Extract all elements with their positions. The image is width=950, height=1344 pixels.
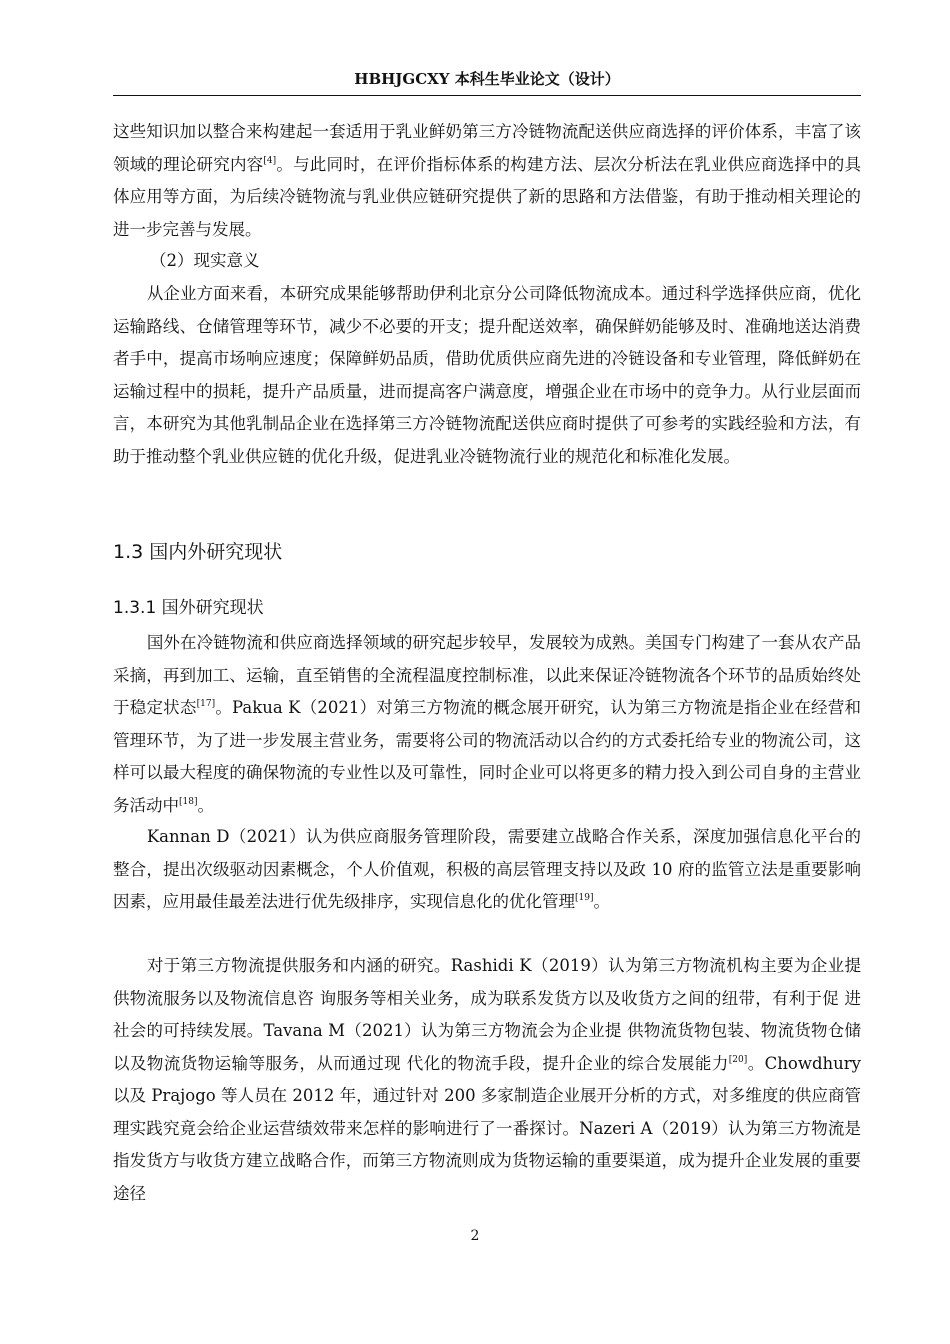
citation-ref: [19] [575,893,594,903]
paragraph-foreign-research-3 [113,950,861,1210]
header-rule [113,95,861,96]
citation-ref: [17] [196,699,216,709]
citation-ref: [18] [179,796,198,807]
section-heading: 1.3 国内外研究现状 [113,541,283,563]
paragraph-text: 这些知识加以整合来构建起一套适用于乳业鲜奶第三方冷链物流配送供应商选择的评价体系，丰富了该领域的理论研究内容 [113,122,861,174]
paragraph-text: Kannan D（2021）认为供应商服务管理阶段，需要建立战略合作关系，深度加强信息化平台的整合，提出次级驱动因素概念，个人价值观，积极的高层管理支持以及政 10 府的监管立法是重要影响因素，应用最佳最差法进行优先级排序，实现信息化的优化管理 [113,827,861,911]
paragraph-foreign-research-2 [113,821,861,919]
paragraph-text: 。 [593,892,610,911]
paragraph-text: 。与此同时，在评价指标体系的构建方法、层次分析法在乳业供应商选择中的具体应用等方面，为后续冷链物流与乳业供应链研究提供了新的思路和方法借鉴，有助于推动相关理论的进一步完善与发展。 [113,154,862,239]
page-number: 2 [470,1228,480,1244]
paragraph-text: 对于第三方物流提供服务和内涵的研究。Rashidi K（2019）认为第三方物流机构主要为企业提供物流服务以及物流信息咨 询服务等相关业务，成为联系发货方以及收货方之间的纽带，有利于促 进社会的可持续发展。Tavana M（2021）认为第三方物流会为企业提 供物流货物包装、物流货物仓储以及物流货物运输等服务，从而通过现 代化的物流手段，提升企业的综合发展能力 [113,956,861,1073]
paragraph-theoretical-significance [113,116,861,246]
citation-ref: [4] [263,155,277,166]
paragraph-text: 。Chowdhury 以及 Prajogo 等人员在 2012 年，通过针对 200 多家制造企业展开分析的方式，对多维度的供应商管理实践究竟会给企业运营绩效带来怎样的影响进行了一番探讨。Nazeri A（2019）认为第三方物流是指发货方与收货方建立战略合作，而第三方物流则成为货物运输的重要渠道，成为提升企业发展的重要途径 [113,1053,861,1203]
paragraph-text: 国外在冷链物流和供应商选择领域的研究起步较早，发展较为成熟。美国专门构建了一套从农产品采摘，再到加工、运输，直至销售的全流程温度控制标准，以此来保证冷链物流各个环节的品质始终处于稳定状态 [113,633,861,717]
subsection-heading: 1.3.1 国外研究现状 [113,598,264,618]
paragraph-text: 。Pakua K（2021）对第三方物流的概念展开研究，认为第三方物流是指企业在经营和管理环节，为了进一步发展主营业务，需要将公司的物流活动以合约的方式委托给专业的物流公司，这样可以最大程度的确保物流的专业性以及可靠性，同时企业可以将更多的精力投入到公司自身的主营业务活动中 [113,698,862,815]
page-header: HBHJGCXY 本科生毕业论文（设计） [354,70,620,88]
citation-ref: [20] [728,1054,748,1065]
paragraph-practical-significance: 从企业方面来看，本研究成果能够帮助伊利北京分公司降低物流成本。通过科学选择供应商，优化运输路线、仓储管理等环节，减少不必要的开支；提升配送效率，确保鲜奶能够及时、准确地送达消费者手中，提高市场响应速度；保障鲜奶品质，借助优质供应商先进的冷链设备和专业管理，降低鲜奶在运输过程中的损耗，提升产品质量，进而提高客户满意度，增强企业在市场中的竞争力。从行业层面而言，本研究为其他乳制品企业在选择第三方冷链物流配送供应商时提供了可参考的实践经验和方法，有助于推动整个乳业供应链的优化升级，促进乳业冷链物流行业的规范化和标准化发展。 [113,284,861,466]
paragraph-foreign-research-1 [113,627,861,822]
practical-significance-heading: （2）现实意义 [150,251,260,270]
paragraph-text: 。 [197,795,214,815]
